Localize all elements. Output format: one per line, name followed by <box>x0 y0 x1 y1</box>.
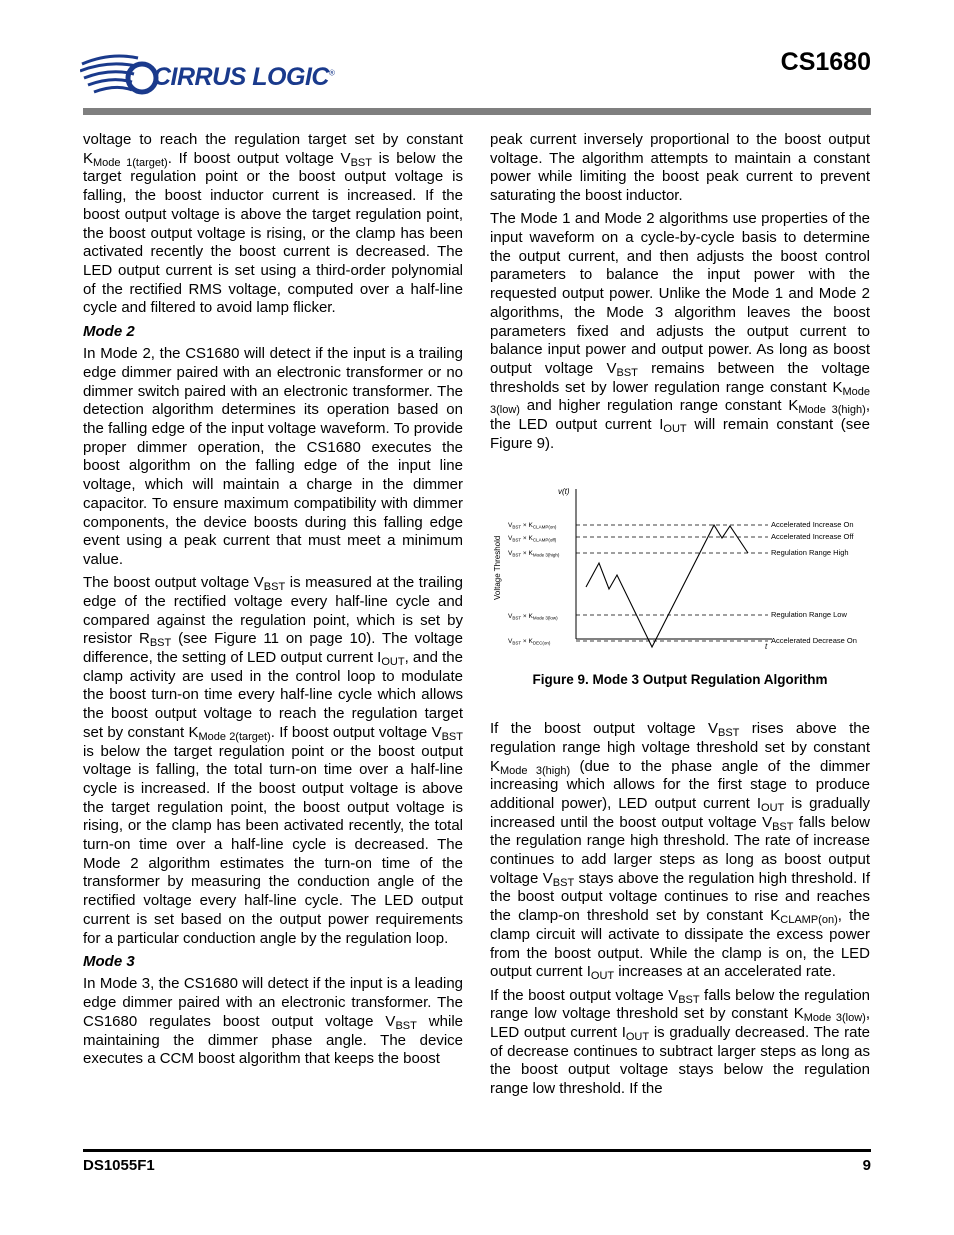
y-axis-title: Voltage Threshold <box>493 536 502 601</box>
figure-caption: Figure 9. Mode 3 Output Regulation Algorithm <box>532 672 828 688</box>
section-heading-mode3: Mode 3 <box>83 952 135 970</box>
x-axis-label: t <box>765 642 768 652</box>
level-label-mode3-high: $V_{BST} \times K_{Mode 3(high)}$ <box>508 550 560 558</box>
header-rule <box>83 108 871 115</box>
voltage-waveform <box>586 525 748 647</box>
level-desc-clamp-on: Accelerated Increase On <box>771 520 854 530</box>
right-column <box>490 131 870 1103</box>
paragraph: If the boost output voltage $V_{BST}$ rises above the regulation range high voltage threshold set by constant $K_{Mode 3(high)}$ (due to the phase angle of the dimmer increasing which allows for the first stage to produce additional power), LED output current $I_{OUT}$ is gradually increased until the boost output voltage $V_{BST}$ falls below the regulation range high threshold. The rate of increase continues to add larger steps as long as boost output voltage $V_{BST}$ stays above the regulation high threshold. If the boost output voltage continues to rise and reaches the clamp-on threshold set by constant $K_{CLAMP(on)}$, the clamp circuit will activate to dissipate the excess power from the boost output. While the clamp is on, the LED output current $I_{OUT}$ increases at an accelerated rate. <box>490 720 871 983</box>
footer-doc-id: DS1055F1 <box>83 1157 155 1174</box>
logo-swoosh-icon <box>80 44 160 100</box>
logo-wordmark: CIRRUS LOGIC® <box>153 63 335 91</box>
paragraph: If the boost output voltage $V_{BST}$ falls below the regulation range low voltage threshold set by constant $K_{Mode 3(low)}$, LED output current $I_{OUT}$ is gradually decreased. The rate of decrease continues to subtract larger steps as long as the boost output voltage stays below the regulation range low threshold. If the <box>490 986 870 1098</box>
level-label-clamp-off: $V_{BST} \times K_{CLAMP(off)}$ <box>508 535 557 543</box>
page-number: 9 <box>862 1157 871 1174</box>
level-label-dec-on: $V_{BST} \times K_{DEC(on)}$ <box>508 638 551 646</box>
left-column <box>83 131 463 1073</box>
level-desc-dec-on: Accelerated Decrease On <box>771 636 857 646</box>
level-label-clamp-on: $V_{BST} \times K_{CLAMP(on)}$ <box>508 522 557 530</box>
regulation-diagram <box>490 469 870 665</box>
y-axis-top-label: v(t) <box>558 487 570 497</box>
paragraph: peak current inversely proportional to the boost output voltage. The algorithm attempts to maintain a constant power while limiting the boost peak current to prevent saturating the boost inductor. <box>490 131 870 205</box>
footer-rule <box>83 1149 871 1152</box>
paragraph: The boost output voltage $V_{BST}$ is measured at the trailing edge of the rectified voltage every half-line cycle and compared against the regulation point, which is set by resistor $R_{BST}$ (see Figure 11 on page 10). The voltage difference, the setting of LED output current $I_{OUT}$, and the clamp activity are used in the control loop to modulate the boost turn-on time every half-line cycle which allows the boost output voltage to reach the regulation target set by constant $K_{Mode 2(target)}$. If boost output voltage $V_{BST}$ is below the target regulation point or the boost output voltage is falling, the total turn-on time over a half-line cycle is increased. If the boost output voltage is above the target regulation point, the boost output voltage is rising, or the clamp has been activated recently, the total turn-on time over a half-line cycle is decreased. The Mode 2 algorithm estimates the turn-on time of the transformer by measuring the conduction angle of the rectified voltage every half-line cycle. The LED output current is set based on the output power requirements for a particular conduction angle by the regulation loop. <box>83 574 463 947</box>
level-desc-clamp-off: Accelerated Increase Off <box>771 532 854 542</box>
cirrus-logic-logo <box>80 44 340 100</box>
paragraph: voltage to reach the regulation target set by constant $K_{Mode 1(target)}$. If boost output voltage $V_{BST}$ is below the target regulation point or the boost output voltage is falling, the boost inductor current is increased. If the boost output voltage is above the target regulation point, the boost output voltage is rising, or the clamp has been activated recently the boost current is decreased. The LED output current is set using a third-order polynomial of the rectified RMS voltage, computed over a half-line cycle and filtered to avoid lamp flicker. <box>83 131 463 317</box>
paragraph: The Mode 1 and Mode 2 algorithms use properties of the input waveform on a cycle-by-cycle basis to determine the output current, and then adjusts the boost control parameters to balance the input power with the requested output power. Unlike the Mode 1 and Mode 2 algorithms, the Mode 3 algorithm leaves the boost parameters fixed and adjusts the output current to balance input power and output power. As long as boost output voltage $V_{BST}$ remains between the voltage thresholds set by lower regulation range constant $K_{Mode 3(low)}$ and higher regulation range constant $K_{Mode 3(high)}$, the LED output current $I_{OUT}$ will remain constant (see Figure 9). <box>490 210 871 452</box>
section-heading-mode2: Mode 2 <box>83 322 135 340</box>
level-desc-mode3-low: Regulation Range Low <box>771 610 847 620</box>
level-desc-mode3-high: Regulation Range High <box>771 548 849 558</box>
paragraph: In Mode 3, the CS1680 will detect if the input is a leading edge dimmer paired with an electronic transformer. The CS1680 regulates boost output voltage $V_{BST}$ while maintaining the dimmer phase angle. The device executes a CCM boost algorithm that keeps the boost <box>83 975 463 1068</box>
paragraph: In Mode 2, the CS1680 will detect if the input is a trailing edge dimmer paired with an electronic transformer or no dimmer switch paired with an electronic transformer. The detection algorithm determines its operation based on the falling edge of the input voltage waveform. To provide proper dimmer operation, the CS1680 executes the boost algorithm on the falling edge of the input line voltage, which will maintain a charge in the dimmer capacitor. To ensure maximum compatibility with dimmer components, the device boosts during this falling edge event using a peak current that must meet a minimum value. <box>83 345 463 568</box>
figure-9-diagram <box>490 469 870 665</box>
level-label-mode3-low: $V_{BST} \times K_{Mode 3(low)}$ <box>508 613 558 621</box>
document-title: CS1680 <box>780 48 871 76</box>
